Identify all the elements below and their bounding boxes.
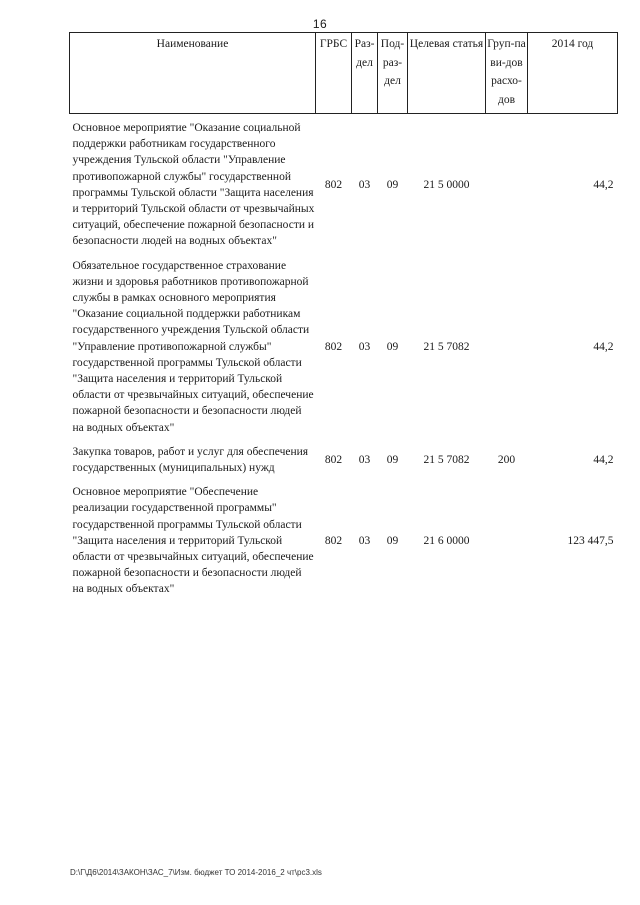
row-name: Обязательное государственное страхование жизни и здоровья работников противопожарной службы в рамках основного мероприятия "Оказание социальной поддержки работникам государственного учреждения Тульской области "Управление противопожарной службы" государственной программы Тульской области "Защита населения и территорий Тульской области от чрезвычайных ситуаций, обеспечение пожарной безопасности и безопасности людей на водных объектах"	[72, 259, 314, 434]
row-amount: 123 447,5	[567, 534, 614, 547]
header-section: Раз-дел	[352, 33, 378, 114]
table-row	[70, 120, 618, 250]
row-expense-group	[486, 258, 528, 436]
row-subsection: 09	[386, 534, 399, 547]
row-name: Закупка товаров, работ и услуг для обеспечения государственных (муниципальных) нужд	[72, 445, 309, 475]
row-name: Основное мероприятие "Обеспечение реализации государственной программы" государственной программы Тульской области "Защита населения и территорий Тульской области от чрезвычайных ситуаций, обеспечение пожарной безопасности и безопасности людей на водных объектах"	[72, 486, 314, 596]
row-grbs: 802	[324, 178, 343, 191]
row-section: 03	[358, 340, 371, 353]
row-expense-group	[486, 484, 528, 597]
row-grbs: 802	[324, 453, 343, 466]
row-target: 21 6 0000	[423, 534, 470, 547]
header-target: Целевая статья	[408, 33, 486, 114]
row-subsection: 09	[386, 340, 399, 353]
row-section: 03	[358, 453, 371, 466]
file-path-footer: D:\Г\Д6\2014\ЗАКОН\ЗАС_7\Изм. бюджет ТО 2014-2016_2 чт\рс3.xls	[70, 868, 322, 877]
row-section: 03	[358, 178, 371, 191]
row-subsection: 09	[386, 453, 399, 466]
header-year: 2014 год	[528, 33, 618, 114]
header-expense-group: Груп-па ви-дов расхо-дов	[486, 33, 528, 114]
row-expense-group	[486, 120, 528, 250]
row-target: 21 5 7082	[423, 453, 470, 466]
header-grbs: ГРБС	[316, 33, 352, 114]
table-row	[70, 258, 618, 436]
table-row	[70, 484, 618, 597]
header-subsection: Под-раз-дел	[378, 33, 408, 114]
budget-table	[69, 32, 618, 598]
table-row	[70, 444, 618, 476]
row-target: 21 5 7082	[423, 340, 470, 353]
row-grbs: 802	[324, 340, 343, 353]
row-section: 03	[358, 534, 371, 547]
row-grbs: 802	[324, 534, 343, 547]
row-amount: 44,2	[593, 178, 614, 191]
row-target: 21 5 0000	[423, 178, 470, 191]
page-number: 16	[312, 17, 328, 31]
row-name: Основное мероприятие "Оказание социальной поддержки работникам государственного учреждения Тульской области "Управление противопожарной службы" государственной программы Тульской области "Защита населения и территорий Тульской области от чрезвычайных ситуаций, обеспечение пожарной безопасности и безопасности людей на водных объектах"	[72, 122, 315, 248]
row-amount: 44,2	[593, 340, 614, 353]
row-amount: 44,2	[593, 453, 614, 466]
table-header	[70, 33, 618, 114]
header-name: Наименование	[70, 33, 316, 114]
row-subsection: 09	[386, 178, 399, 191]
row-expense-group: 200	[497, 453, 516, 466]
